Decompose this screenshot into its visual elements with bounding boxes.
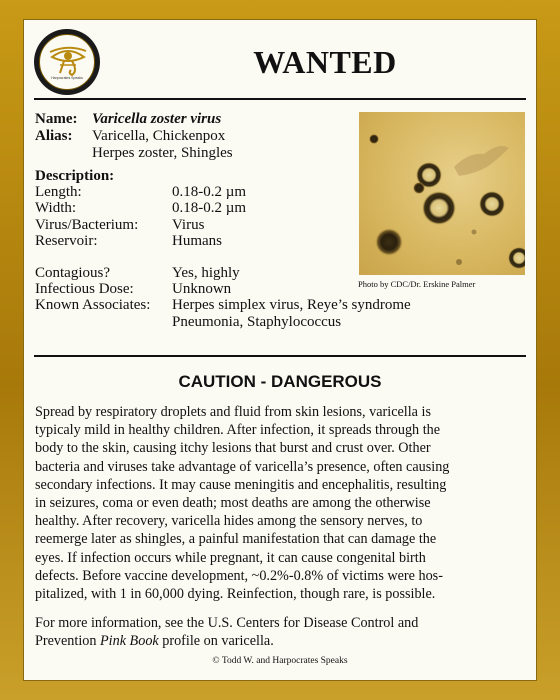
more-info-text: Prevention xyxy=(35,633,101,650)
description-heading: Description: xyxy=(35,168,115,184)
more-info-text-end: profile on varicella. xyxy=(158,633,274,650)
page-title: WANTED xyxy=(253,44,397,80)
alias-line-1: Varicella, Chickenpox xyxy=(92,128,226,144)
caution-line: healthy. After recovery, varicella hides among the sensory nerves, to xyxy=(35,513,423,530)
caution-line: in seizures, coma or even death; most deaths are among the otherwise xyxy=(35,495,431,512)
eye-of-horus-icon xyxy=(40,35,96,91)
contagious-label: Contagious? xyxy=(35,265,110,281)
copyright-footer: © Todd W. and Harpocrates Speaks xyxy=(212,656,348,666)
caution-line: reemerge later as shingles, a painful manifestation that can damage the xyxy=(35,531,437,548)
virus-micrograph-photo xyxy=(359,112,525,275)
infectious-dose-value: Unknown xyxy=(172,281,232,297)
wanted-poster-card xyxy=(24,20,536,680)
more-info-line-2 xyxy=(35,632,525,650)
caution-line: body to the skin, causing itchy lesions that burst and crust over. Other xyxy=(35,440,431,457)
caution-line: typicaly mild in healthy children. After infection, it spreads through the xyxy=(35,422,441,439)
associates-line-1: Herpes simplex virus, Reye’s syndrome xyxy=(172,297,411,313)
reservoir-value: Humans xyxy=(172,233,222,249)
header-divider xyxy=(34,98,526,100)
more-info-paragraph xyxy=(35,614,525,650)
reservoir-label: Reservoir: xyxy=(35,233,98,249)
length-value: 0.18-0.2 µm xyxy=(172,184,247,200)
caution-line: secondary infections. It may cause meningitis and encephalitis, resulting xyxy=(35,476,447,493)
width-value: 0.18-0.2 µm xyxy=(172,200,247,216)
associates-line-2: Pneumonia, Staphylococcus xyxy=(172,314,342,330)
alias-line-2: Herpes zoster, Shingles xyxy=(92,145,233,161)
pink-book-title: Pink Book xyxy=(100,633,159,650)
contagious-value: Yes, highly xyxy=(172,265,240,281)
logo-text: Harpocrates Speaks xyxy=(51,76,83,80)
caution-line: Spread by respiratory droplets and fluid from skin lesions, varicella is xyxy=(35,404,431,420)
infectious-dose-label: Infectious Dose: xyxy=(35,281,134,297)
caution-heading: CAUTION - DANGEROUS xyxy=(178,372,382,391)
name-value: Varicella zoster virus xyxy=(92,111,222,127)
caution-line: defects. Before vaccine development, ~0.2%-0.8% of victims were hos- xyxy=(35,567,443,584)
associates-label: Known Associates: xyxy=(35,297,151,313)
type-value: Virus xyxy=(172,217,205,233)
length-label: Length: xyxy=(35,184,82,200)
name-label: Name: xyxy=(35,111,78,127)
alias-label: Alias: xyxy=(35,128,73,144)
more-info-line-1: For more information, see the U.S. Centers for Disease Control and xyxy=(35,615,419,631)
harpocrates-logo xyxy=(34,29,100,95)
caution-line: bacteria and viruses take advantage of varicella’s presence, often causing xyxy=(35,458,450,475)
width-label: Width: xyxy=(35,200,77,216)
section-divider xyxy=(34,355,526,357)
caution-body xyxy=(35,403,525,603)
type-label: Virus/Bacterium: xyxy=(35,217,139,233)
logo-inner-circle xyxy=(39,34,95,90)
caution-line: eyes. If infection occurs while pregnant, it can cause congenital birth xyxy=(35,549,426,566)
caution-line: pitalized, with 1 in 60,000 dying. Reinfection, though rare, is possible. xyxy=(35,586,436,603)
photo-credit: Photo by CDC/Dr. Erskine Palmer xyxy=(358,279,476,289)
